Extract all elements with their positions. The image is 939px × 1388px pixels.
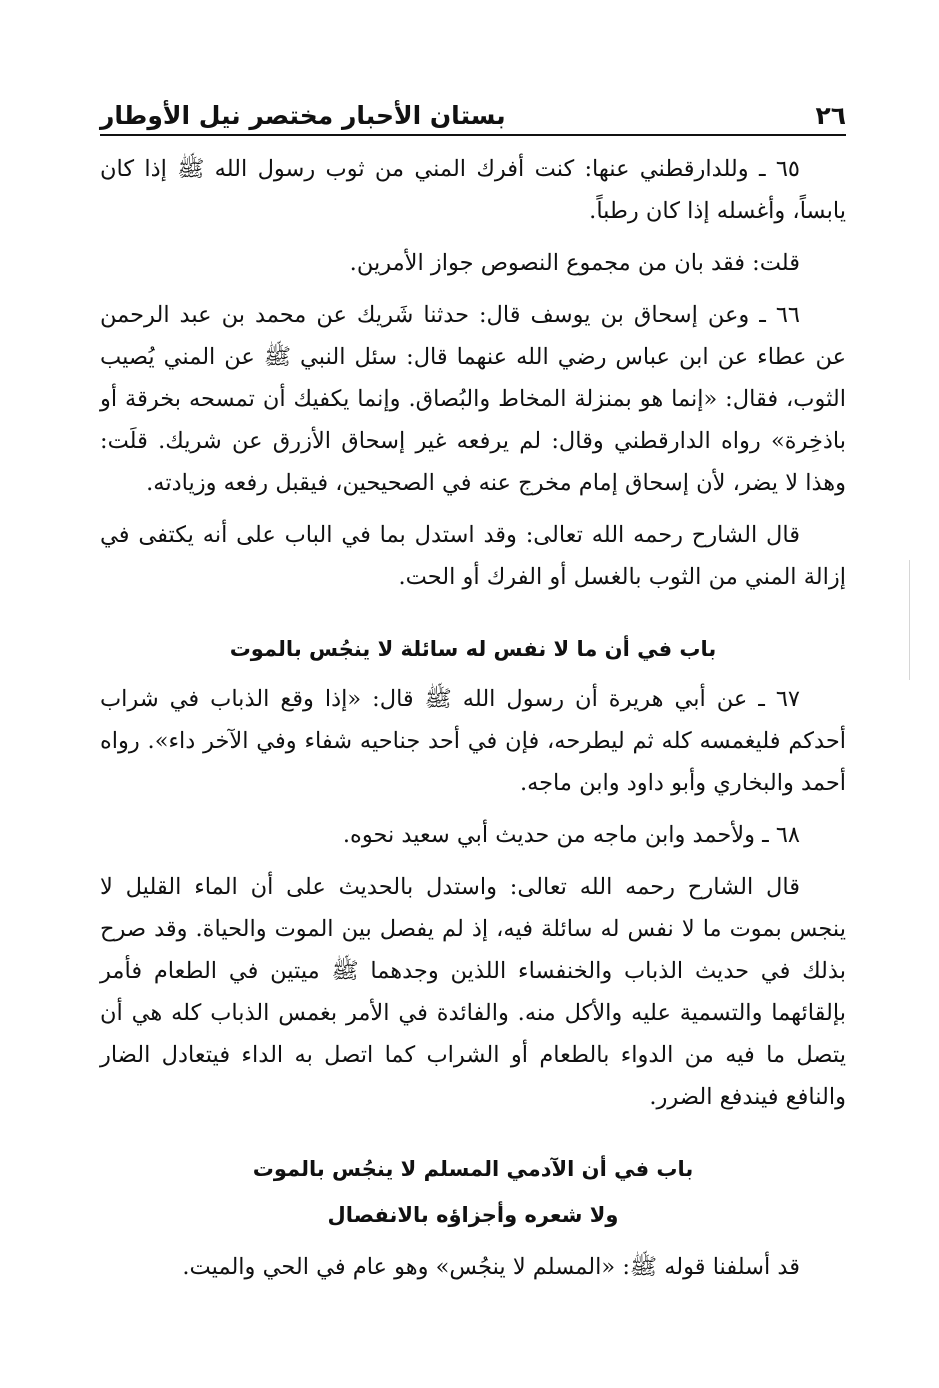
commentator-note-2: قال الشارح رحمه الله تعالى: واستدل بالحديث على أن الماء القليل لا ينجس بموت ما لا نفس له سائلة فيه، إذ لم يفصل بين الموت والحياة. وقد صرح بذلك في حديث الذباب والخنفساء اللذين وجدهما ﷺ ميتين في الطعام فأمر بإلقائهما والتسمية عليه والأكل منه. والفائدة في الأمر بغمس الذباب كله هي أن يتصل ما فيه من الدواء بالطعام أو الشراب كما اتصل به الداء فيتعادل الضار والنافع فيندفع الضرر. [100, 874, 846, 1110]
commentator-note-1: قال الشارح رحمه الله تعالى: وقد استدل بما في الباب على أنه يكتفى في إزالة المني من الثوب بالغسل أو الفرك أو الحت. [100, 522, 846, 590]
hadith-66: ٦٦ ـ وعن إسحاق بن يوسف قال: حدثنا شَريك عن محمد بن عبد الرحمن عن عطاء عن ابن عباس رضي الله عنهما قال: سئل النبي ﷺ عن المني يُصيب الثوب، فقال: «إنما هو بمنزلة المخاط والبُصاق. وإنما يكفيك أن تمسحه بخرقة أو باذخِرة» رواه الدارقطني وقال: لم يرفعه غير إسحاق الأزرق عن شريك. قلَت: وهذا لا يضر، لأن إسحاق إمام مخرج عنه في الصحيحين، فيقبل رفعه وزيادته. [100, 302, 846, 496]
chapter-heading-muslim-not-impure: باب في أن الآدمي المسلم لا ينجُس بالموت [252, 1157, 694, 1181]
book-page [100, 0, 846, 1388]
running-title: بستان الأحبار مختصر نيل الأوطار [100, 101, 506, 130]
chapter-heading-subtitle: ولا شعره وأجزاؤه بالانفصال [327, 1203, 619, 1227]
page-header [100, 86, 846, 130]
hadith-65: ٦٥ ـ وللدارقطني عنها: كنت أفرك المني من ثوب رسول الله ﷺ إذا كان يابساً، وأغسله إذا كان رطباً. [100, 156, 846, 224]
chapter-heading-no-flowing-blood: باب في أن ما لا نفس له سائلة لا ينجُس بالموت [229, 637, 717, 661]
hadith-68: ٦٨ ـ ولأحمد وابن ماجه من حديث أبي سعيد نحوه. [342, 822, 800, 848]
page-body [100, 148, 846, 1298]
hadith-67: ٦٧ ـ عن أبي هريرة أن رسول الله ﷺ قال: «إذا وقع الذباب في شراب أحدكم فليغمسه كله ثم ليطرحه، فإن في أحد جناحيه شفاء وفي الآخر داء». رواه أحمد والبخاري وأبو داود وابن ماجه. [100, 686, 846, 796]
header-divider [100, 134, 846, 136]
closing-note: قد أسلفنا قوله ﷺ: «المسلم لا ينجُس» وهو عام في الحي والميت. [182, 1254, 800, 1280]
author-note-1: قلت: فقد بان من مجموع النصوص جواز الأمرين. [349, 250, 800, 276]
page-number: ٢٦ [815, 101, 846, 130]
scan-margin-line [909, 560, 910, 680]
